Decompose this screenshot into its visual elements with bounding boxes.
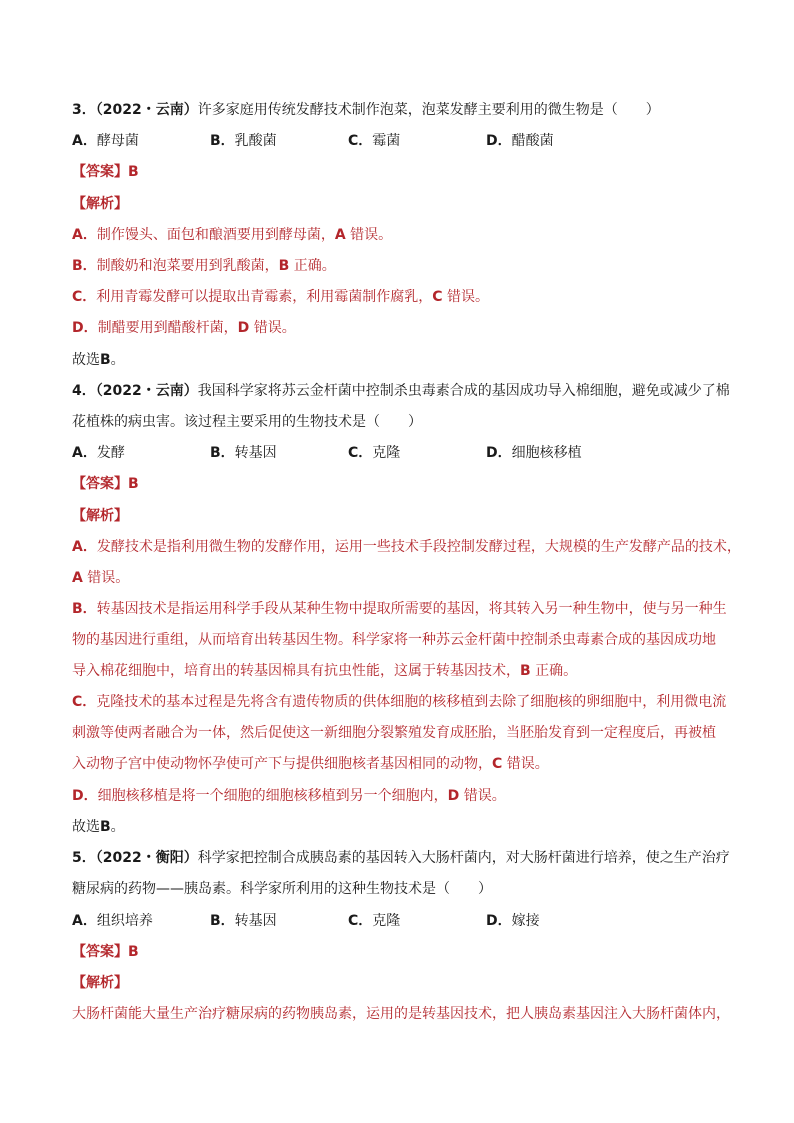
question-5-stem-continued: 糖尿病的药物——胰岛素。科学家所利用的这种生物技术是（ ） [72,881,492,897]
question-number: 3 [72,102,82,118]
question-text: 科学家把控制合成胰岛素的基因转入大肠杆菌内，对大肠杆菌进行培养，使之生产治疗 [197,850,730,866]
analysis-label: 【解析】 [72,508,128,524]
option-b: B．乳酸菌 [210,133,277,149]
option-c: C．克隆 [348,445,401,461]
answer-label: 【答案】 [72,164,128,180]
analysis-item-c: C．利用青霉发酵可以提取出青霉素，利用霉菌制作腐乳，C 错误。 [72,289,490,305]
analysis-item-d: D．细胞核移植是将一个细胞的细胞核移植到另一个细胞内，D 错误。 [72,788,506,804]
answer-label: 【答案】 [72,944,128,960]
option-d: D．细胞核移植 [486,445,582,461]
analysis-item-a: A．发酵技术是指利用微生物的发酵作用，运用一些技术手段控制发酵过程，大规模的生产发酵产品的技术， [72,539,741,555]
answer-value: B [128,164,139,180]
option-b: B．转基因 [210,913,277,929]
question-4-stem: 4．（2022・云南）我国科学家将苏云金杆菌中控制杀虫毒素合成的基因成功导入棉细胞，避免或减少了棉 [72,383,730,399]
question-5-stem: 5．（2022・衡阳）科学家把控制合成胰岛素的基因转入大肠杆菌内，对大肠杆菌进行培养，使之生产治疗 [72,850,730,866]
question-text: 我国科学家将苏云金杆菌中控制杀虫毒素合成的基因成功导入棉细胞，避免或减少了棉 [197,383,730,399]
analysis-item-b-continued: 物的基因进行重组，从而培育出转基因生物。科学家将一种苏云金杆菌中控制杀虫毒素合成的基因成功地 [72,632,716,648]
option-d: D．醋酸菌 [486,133,554,149]
option-b: B．转基因 [210,445,277,461]
question-text: 许多家庭用传统发酵技术制作泡菜，泡菜发酵主要利用的微生物是（ ） [197,102,660,118]
answer-value: B [128,476,139,492]
answer-line [72,162,139,182]
analysis-item-d: D．制醋要用到醋酸杆菌，D 错误。 [72,320,296,336]
option-c: C．克隆 [348,913,401,929]
option-c: C．霉菌 [348,133,401,149]
conclusion: 故选B。 [72,352,125,368]
analysis-item-b: B．转基因技术是指运用科学手段从某种生物中提取所需要的基因，将其转入另一种生物中，使与另一种生 [72,601,727,617]
analysis-item-b: B．制酸奶和泡菜要用到乳酸菌，B 正确。 [72,258,336,274]
analysis-item-c-continued: 入动物子宫中使动物怀孕使可产下与提供细胞核者基因相同的动物，C 错误。 [72,756,549,772]
answer-line [72,942,139,962]
analysis-item-c: C．克隆技术的基本过程是先将含有遗传物质的供体细胞的核移植到去除了细胞核的卵细胞中，利用微电流 [72,694,727,710]
answer-line [72,474,139,494]
question-number: 5 [72,850,82,866]
question-4-stem-continued: 花植株的病虫害。该过程主要采用的生物技术是（ ） [72,414,422,430]
option-a: A．发酵 [72,445,125,461]
question-number: 4 [72,383,82,399]
analysis-label: 【解析】 [72,196,128,212]
analysis-label: 【解析】 [72,975,128,991]
question-source: （2022・云南） [95,383,198,399]
analysis-item-a: A．制作馒头、面包和酿酒要用到酵母菌，A 错误。 [72,227,393,243]
analysis-item-a-continued: A 错误。 [72,570,130,586]
question-source: （2022・云南） [95,102,198,118]
analysis-text: 大肠杆菌能大量生产治疗糖尿病的药物胰岛素，运用的是转基因技术，把人胰岛素基因注入大肠杆菌体内， [72,1006,730,1022]
analysis-item-c-continued: 刺激等使两者融合为一体，然后促使这一新细胞分裂繁殖发育成胚胎，当胚胎发育到一定程度后，再被植 [72,725,716,741]
conclusion: 故选B。 [72,819,125,835]
answer-value: B [128,944,139,960]
question-source: （2022・衡阳） [95,850,198,866]
option-d: D．嫁接 [486,913,540,929]
option-a: A．酵母菌 [72,133,139,149]
answer-label: 【答案】 [72,476,128,492]
question-3-stem: 3．（2022・云南）许多家庭用传统发酵技术制作泡菜，泡菜发酵主要利用的微生物是（ ） [72,102,660,118]
analysis-item-b-continued: 导入棉花细胞中，培育出的转基因棉具有抗虫性能，这属于转基因技术，B 正确。 [72,663,578,679]
option-a: A．组织培养 [72,913,153,929]
